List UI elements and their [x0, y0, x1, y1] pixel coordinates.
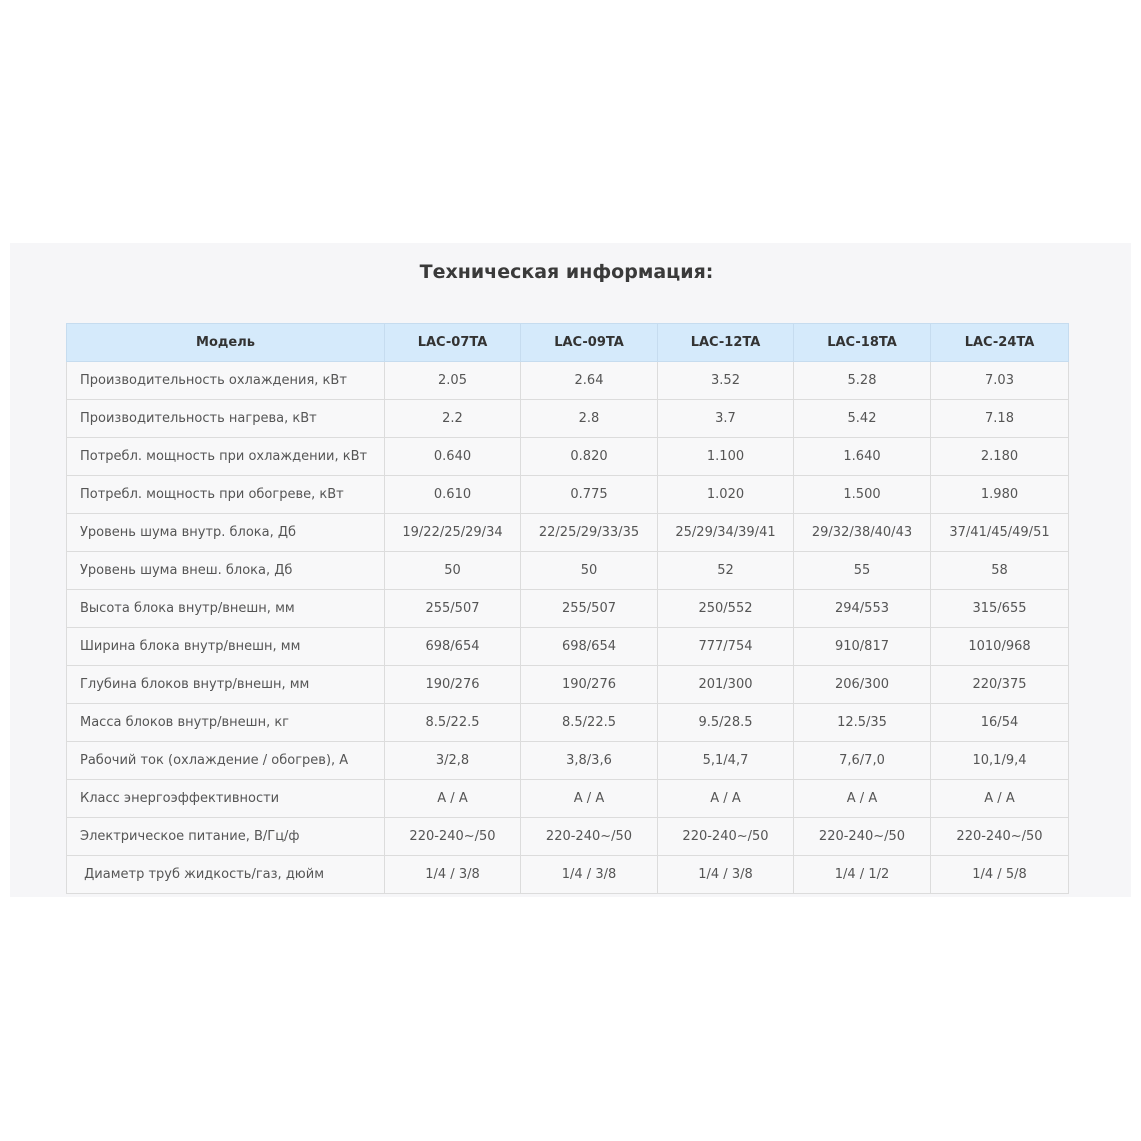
row-label: Глубина блоков внутр/внешн, мм — [67, 666, 385, 704]
row-label: Высота блока внутр/внешн, мм — [67, 590, 385, 628]
header-cell-lac-24ta: LAC-24TA — [931, 324, 1069, 362]
cell-value: 55 — [794, 552, 931, 590]
cell-value: 255/507 — [521, 590, 658, 628]
row-label: Ширина блока внутр/внешн, мм — [67, 628, 385, 666]
cell-value: 910/817 — [794, 628, 931, 666]
table-row — [67, 552, 1069, 590]
cell-value: 3.52 — [658, 362, 794, 400]
cell-value: 0.640 — [385, 438, 521, 476]
cell-value: 220-240~/50 — [794, 818, 931, 856]
cell-value: A / A — [794, 780, 931, 818]
cell-value: 1/4 / 3/8 — [385, 856, 521, 894]
cell-value: 255/507 — [385, 590, 521, 628]
cell-value: 201/300 — [658, 666, 794, 704]
cell-value: 9.5/28.5 — [658, 704, 794, 742]
cell-value: 1.020 — [658, 476, 794, 514]
cell-value: 25/29/34/39/41 — [658, 514, 794, 552]
specs-table — [66, 323, 1069, 894]
table-row — [67, 818, 1069, 856]
cell-value: 250/552 — [658, 590, 794, 628]
table-row — [67, 780, 1069, 818]
cell-value: 19/22/25/29/34 — [385, 514, 521, 552]
cell-value: 7.03 — [931, 362, 1069, 400]
cell-value: 2.64 — [521, 362, 658, 400]
cell-value: 220-240~/50 — [931, 818, 1069, 856]
cell-value: 0.820 — [521, 438, 658, 476]
header-cell-lac-07ta: LAC-07TA — [385, 324, 521, 362]
table-row — [67, 666, 1069, 704]
cell-value: 2.8 — [521, 400, 658, 438]
cell-value: 0.775 — [521, 476, 658, 514]
cell-value: 58 — [931, 552, 1069, 590]
cell-value: 1010/968 — [931, 628, 1069, 666]
cell-value: 315/655 — [931, 590, 1069, 628]
section-title: Техническая информация: — [419, 261, 714, 283]
table-row — [67, 704, 1069, 742]
cell-value: 16/54 — [931, 704, 1069, 742]
row-label: Масса блоков внутр/внешн, кг — [67, 704, 385, 742]
cell-value: 1/4 / 1/2 — [794, 856, 931, 894]
cell-value: 3.7 — [658, 400, 794, 438]
cell-value: 294/553 — [794, 590, 931, 628]
cell-value: 1/4 / 3/8 — [521, 856, 658, 894]
cell-value: 190/276 — [521, 666, 658, 704]
row-label: Производительность нагрева, кВт — [67, 400, 385, 438]
cell-value: 698/654 — [385, 628, 521, 666]
cell-value: 0.610 — [385, 476, 521, 514]
row-label: Потребл. мощность при охлаждении, кВт — [67, 438, 385, 476]
row-label: Рабочий ток (охлаждение / обогрев), А — [67, 742, 385, 780]
cell-value: 1.500 — [794, 476, 931, 514]
table-row — [67, 362, 1069, 400]
row-label: Электрическое питание, В/Гц/ф — [67, 818, 385, 856]
table-row — [67, 590, 1069, 628]
row-label: Производительность охлаждения, кВт — [67, 362, 385, 400]
cell-value: 777/754 — [658, 628, 794, 666]
cell-value: 2.2 — [385, 400, 521, 438]
cell-value: 206/300 — [794, 666, 931, 704]
table-row — [67, 514, 1069, 552]
table-row — [67, 438, 1069, 476]
cell-value: 220-240~/50 — [658, 818, 794, 856]
row-label: Уровень шума внеш. блока, Дб — [67, 552, 385, 590]
cell-value: A / A — [385, 780, 521, 818]
cell-value: 29/32/38/40/43 — [794, 514, 931, 552]
row-label: Потребл. мощность при обогреве, кВт — [67, 476, 385, 514]
cell-value: A / A — [658, 780, 794, 818]
header-cell-lac-18ta: LAC-18TA — [794, 324, 931, 362]
cell-value: 698/654 — [521, 628, 658, 666]
cell-value: 7,6/7,0 — [794, 742, 931, 780]
cell-value: 8.5/22.5 — [521, 704, 658, 742]
cell-value: 5,1/4,7 — [658, 742, 794, 780]
table-row — [67, 742, 1069, 780]
cell-value: 220-240~/50 — [385, 818, 521, 856]
header-cell-lac-09ta: LAC-09TA — [521, 324, 658, 362]
cell-value: 1.640 — [794, 438, 931, 476]
cell-value: A / A — [521, 780, 658, 818]
cell-value: 52 — [658, 552, 794, 590]
cell-value: 10,1/9,4 — [931, 742, 1069, 780]
cell-value: 2.180 — [931, 438, 1069, 476]
cell-value: 1/4 / 3/8 — [658, 856, 794, 894]
header-cell-lac-12ta: LAC-12TA — [658, 324, 794, 362]
cell-value: 220/375 — [931, 666, 1069, 704]
cell-value: 50 — [385, 552, 521, 590]
cell-value: 1/4 / 5/8 — [931, 856, 1069, 894]
cell-value: 8.5/22.5 — [385, 704, 521, 742]
cell-value: 50 — [521, 552, 658, 590]
table-row — [67, 628, 1069, 666]
cell-value: 12.5/35 — [794, 704, 931, 742]
panel-bottom-cutoff — [0, 897, 1141, 1141]
cell-value: 220-240~/50 — [521, 818, 658, 856]
row-label: Уровень шума внутр. блока, Дб — [67, 514, 385, 552]
cell-value: 7.18 — [931, 400, 1069, 438]
table-row — [67, 856, 1069, 894]
row-label: Диаметр труб жидкость/газ, дюйм — [67, 856, 385, 894]
header-cell-model: Модель — [67, 324, 385, 362]
cell-value: A / A — [931, 780, 1069, 818]
row-label: Класс энергоэффективности — [67, 780, 385, 818]
cell-value: 2.05 — [385, 362, 521, 400]
cell-value: 5.42 — [794, 400, 931, 438]
cell-value: 5.28 — [794, 362, 931, 400]
cell-value: 3,8/3,6 — [521, 742, 658, 780]
cell-value: 3/2,8 — [385, 742, 521, 780]
cell-value: 190/276 — [385, 666, 521, 704]
cell-value: 22/25/29/33/35 — [521, 514, 658, 552]
cell-value: 1.980 — [931, 476, 1069, 514]
header-row — [67, 324, 1069, 362]
cell-value: 37/41/45/49/51 — [931, 514, 1069, 552]
cell-value: 1.100 — [658, 438, 794, 476]
table-row — [67, 400, 1069, 438]
table-row — [67, 476, 1069, 514]
